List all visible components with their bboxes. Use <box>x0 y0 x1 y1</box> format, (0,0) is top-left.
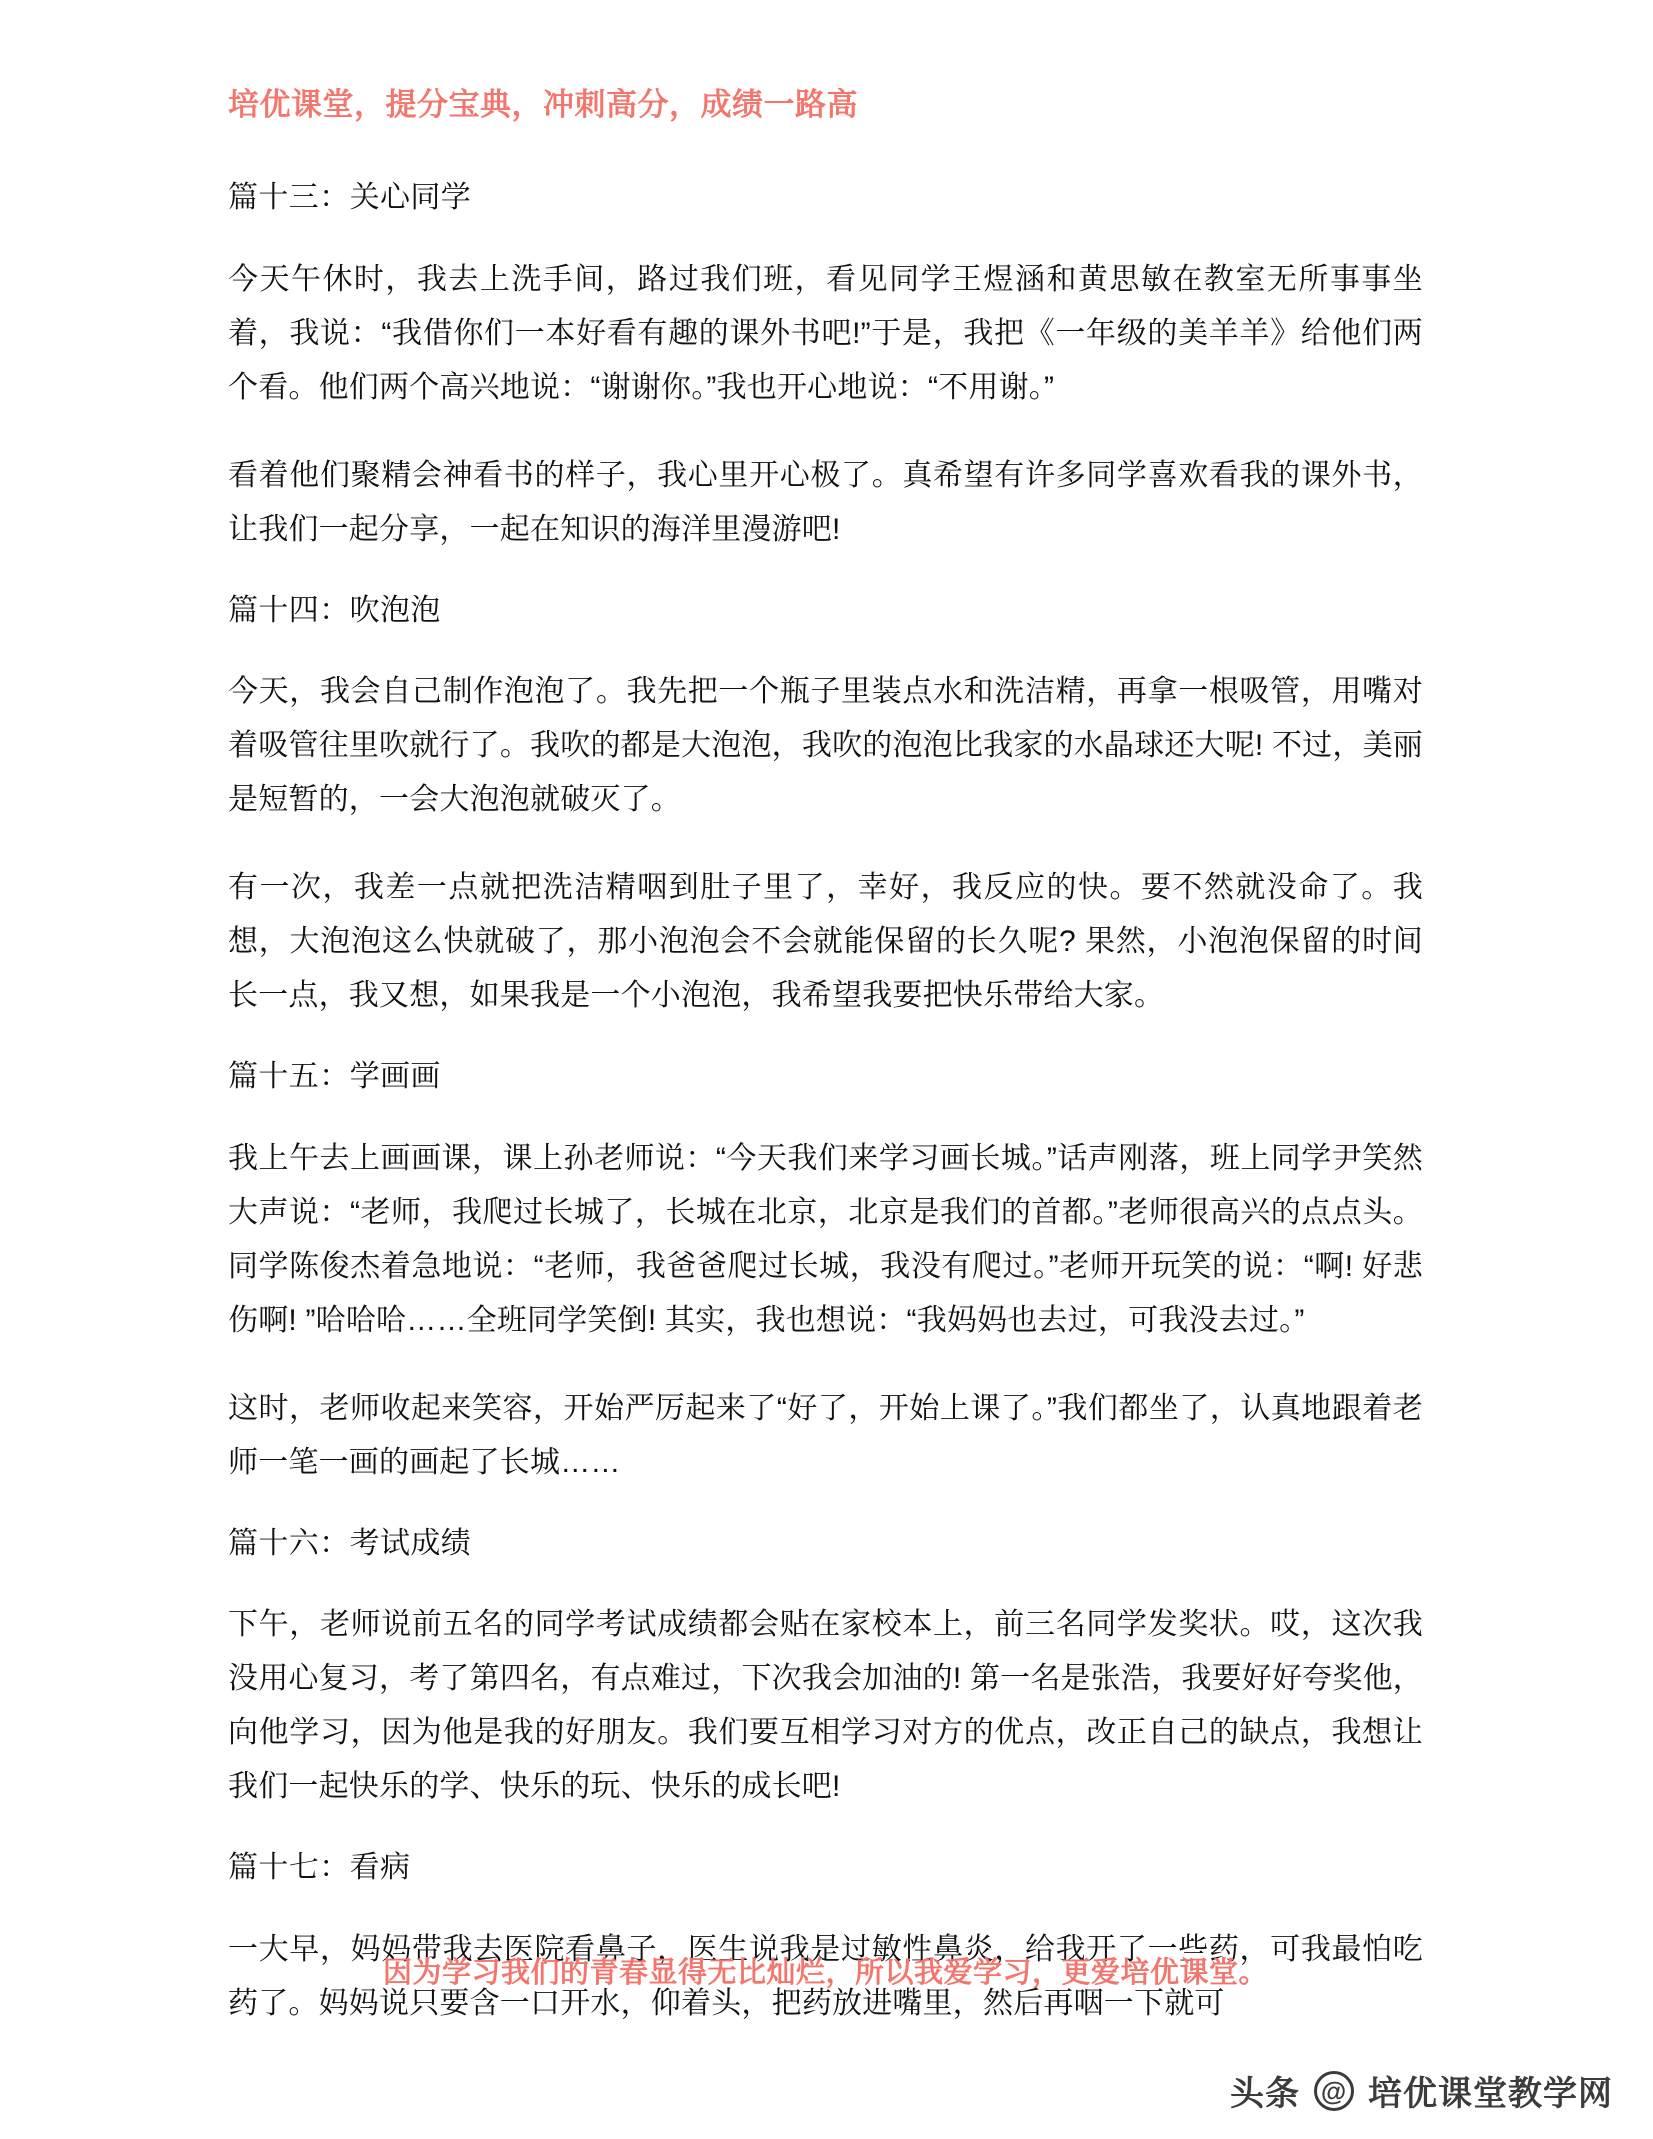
watermark-site-name: 培优课堂教学网 <box>1368 2075 1613 2113</box>
section-title-14: 篇十四：吹泡泡 <box>228 593 441 627</box>
page-content <box>228 0 1423 2139</box>
at-sign-icon: @ <box>1314 2071 1354 2111</box>
section-title-16: 篇十六：考试成绩 <box>228 1526 472 1560</box>
footer-slogan: 因为学习我们的青春显得无比灿烂，所以我爱学习，更爱培优课堂。 <box>382 1957 1268 1989</box>
watermark-brand: 头条 <box>1230 2075 1300 2113</box>
article-body <box>228 178 1423 2031</box>
section-16-paragraph-1: 下午，老师说前五名的同学考试成绩都会贴在家校本上，前三名同学发奖状。哎，这次我没用心复习，考了第四名，有点难过，下次我会加油的! 第一名是张浩，我要好好夸奖他，向他学习，因为他是我的好朋友。我们要互相学习对方的优点，改正自己的缺点，我想让我们一起快乐的学、快乐的玩、快乐的成长吧! <box>228 1608 1423 1803</box>
section-15-paragraph-2: 这时，老师收起来笑容，开始严厉起来了“好了，开始上课了。”我们都坐了，认真地跟着老师一笔一画的画起了长城…… <box>228 1391 1423 1479</box>
section-title-15: 篇十五：学画画 <box>228 1060 441 1093</box>
top-promo-banner: 培优课堂，提分宝典，冲刺高分，成绩一路高 <box>228 87 858 122</box>
section-13-paragraph-2: 看着他们聚精会神看书的样子，我心里开心极了。真希望有许多同学喜欢看我的课外书，让我们一起分享，一起在知识的海洋里漫游吧! <box>228 458 1423 546</box>
section-title-13: 篇十三：关心同学 <box>228 181 472 214</box>
section-13-paragraph-1: 今天午休时，我去上洗手间，路过我们班，看见同学王煜涵和黄思敏在教室无所事事坐着，我说：“我借你们一本好看有趣的课外书吧!”于是，我把《一年级的美羊羊》给他们两个看。他们两个高兴地说：“谢谢你。”我也开心地说：“不用谢。” <box>228 262 1423 404</box>
section-15-paragraph-1: 我上午去上画画课，课上孙老师说：“今天我们来学习画长城。”话声刚落，班上同学尹笑然大声说：“老师，我爬过长城了，长城在北京，北京是我们的首都。”老师很高兴的点点头。同学陈俊杰着急地说：“老师，我爸爸爬过长城，我没有爬过。”老师开玩笑的说：“啊! 好悲伤啊! ”哈哈哈……全班同学笑倒! 其实，我也想说：“我妈妈也去过，可我没去过。” <box>228 1141 1423 1337</box>
watermark <box>1230 2066 1613 2115</box>
section-14-paragraph-1: 今天，我会自己制作泡泡了。我先把一个瓶子里装点水和洗洁精，再拿一根吸管，用嘴对着吸管往里吹就行了。我吹的都是大泡泡，我吹的泡泡比我家的水晶球还大呢! 不过，美丽是短暂的，一会大泡泡就破灭了。 <box>228 675 1423 816</box>
section-title-17: 篇十七：看病 <box>228 1851 411 1884</box>
section-17-paragraph-1: 一大早，妈妈带我去医院看鼻子，医生说我是过敏性鼻炎，给我开了一些药，可我最怕吃药了。妈妈说只要含一口开水，仰着头，把药放进嘴里，然后再咽一下就可 <box>228 1932 1423 2020</box>
section-14-paragraph-2: 有一次，我差一点就把洗洁精咽到肚子里了，幸好，我反应的快。要不然就没命了。我想，大泡泡这么快就破了，那小泡泡会不会就能保留的长久呢? 果然，小泡泡保留的时间长一点，我又想，如果我是一个小泡泡，我希望我要把快乐带给大家。 <box>228 871 1423 1012</box>
